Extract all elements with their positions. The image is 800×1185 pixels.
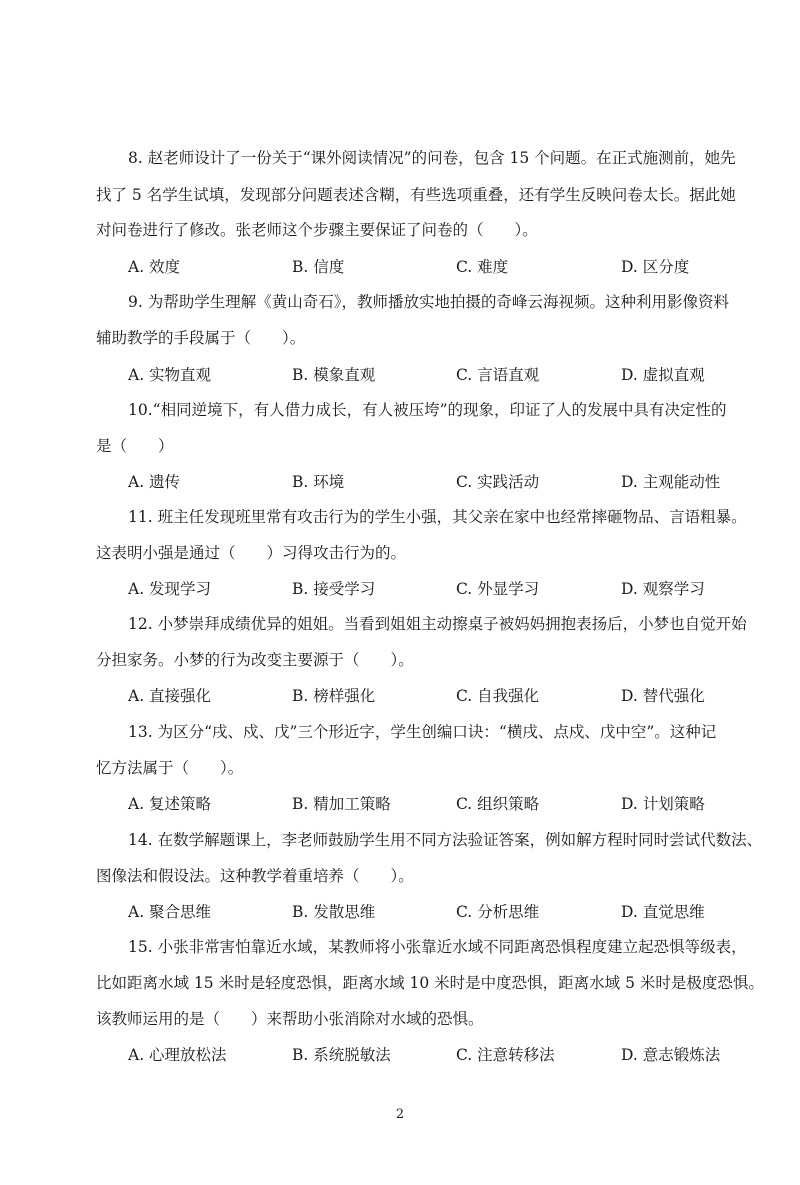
- option-d: D. 替代强化: [621, 687, 705, 705]
- question-text-line: 辅助教学的手段属于（ ）。: [96, 329, 306, 347]
- option-d: D. 虚拟直观: [621, 366, 705, 384]
- option-b: B. 信度: [292, 258, 345, 276]
- question-text-line: 10.“相同逆境下，有人借力成长，有人被压垮”的现象，印证了人的发展中具有决定性的: [128, 401, 727, 419]
- option-b: B. 系统脱敏法: [292, 1046, 391, 1064]
- option-d: D. 直觉思维: [621, 903, 705, 921]
- option-b: B. 环境: [292, 473, 345, 491]
- option-c: C. 外显学习: [456, 580, 540, 598]
- option-b: B. 模象直观: [292, 366, 376, 384]
- question-text-line: 14. 在数学解题课上，李老师鼓励学生用不同方法验证答案，例如解方程时同时尝试代数法、: [128, 831, 763, 849]
- question-text-line: 分担家务。小梦的行为改变主要源于（ ）。: [96, 651, 414, 669]
- option-c: C. 注意转移法: [456, 1046, 555, 1064]
- question-text-line: 是（ ）: [96, 437, 174, 455]
- question-text-line: 找了 5 名学生试填，发现部分问题表述含糊，有些选项重叠，还有学生反映问卷太长。据此她: [96, 186, 736, 204]
- option-d: D. 意志锻炼法: [621, 1046, 721, 1064]
- question-text-line: 15. 小张非常害怕靠近水域，某教师将小张靠近水域不同距离恐惧程度建立起恐惧等级表，: [128, 938, 747, 956]
- question-text-line: 11. 班主任发现班里常有攻击行为的学生小强，其父亲在家中也经常摔砸物品、言语粗暴。: [128, 508, 747, 526]
- option-a: A. 遗传: [128, 473, 181, 491]
- option-a: A. 聚合思维: [128, 903, 212, 921]
- option-c: C. 分析思维: [456, 903, 540, 921]
- option-c: C. 难度: [456, 258, 509, 276]
- question-text-line: 13. 为区分“戌、戍、戊”三个形近字，学生创编口诀：“横戌、点戍、戊中空”。这种记: [128, 723, 717, 741]
- question-text-line: 8. 赵老师设计了一份关于“课外阅读情况”的问卷，包含 15 个问题。在正式施测前，她先: [128, 149, 736, 167]
- question-text-line: 对问卷进行了修改。张老师这个步骤主要保证了问卷的（ ）。: [96, 221, 538, 239]
- question-text-line: 该教师运用的是（ ）来帮助小张消除对水域的恐惧。: [96, 1010, 484, 1028]
- question-text-line: 这表明小强是通过（ ）习得攻击行为的。: [96, 544, 407, 562]
- question-text-line: 图像法和假设法。这种教学着重培养（ ）。: [96, 867, 414, 885]
- question-text-line: 比如距离水域 15 米时是轻度恐惧，距离水域 10 米时是中度恐惧，距离水域 5 米时是极度恐惧。: [96, 974, 764, 992]
- option-a: A. 效度: [128, 258, 181, 276]
- option-d: D. 区分度: [621, 258, 690, 276]
- option-b: B. 接受学习: [292, 580, 376, 598]
- option-c: C. 实践活动: [456, 473, 540, 491]
- question-text-line: 9. 为帮助学生理解《黄山奇石》，教师播放实地拍摄的奇峰云海视频。这种利用影像资料: [128, 293, 729, 311]
- page-number: 2: [395, 1107, 405, 1122]
- option-a: A. 实物直观: [128, 366, 212, 384]
- option-a: A. 复述策略: [128, 795, 212, 813]
- option-c: C. 言语直观: [456, 366, 540, 384]
- option-b: B. 精加工策略: [292, 795, 391, 813]
- option-a: A. 心理放松法: [128, 1046, 227, 1064]
- option-c: C. 自我强化: [456, 687, 540, 705]
- option-d: D. 观察学习: [621, 580, 705, 598]
- option-a: A. 直接强化: [128, 687, 212, 705]
- option-b: B. 发散思维: [292, 903, 376, 921]
- option-a: A. 发现学习: [128, 580, 212, 598]
- question-text-line: 12. 小梦崇拜成绩优异的姐姐。当看到姐姐主动擦桌子被妈妈拥抱表扬后，小梦也自觉开始: [128, 615, 747, 633]
- option-d: D. 主观能动性: [621, 473, 721, 491]
- option-c: C. 组织策略: [456, 795, 540, 813]
- option-d: D. 计划策略: [621, 795, 705, 813]
- option-b: B. 榜样强化: [292, 687, 376, 705]
- question-text-line: 忆方法属于（ ）。: [96, 759, 244, 777]
